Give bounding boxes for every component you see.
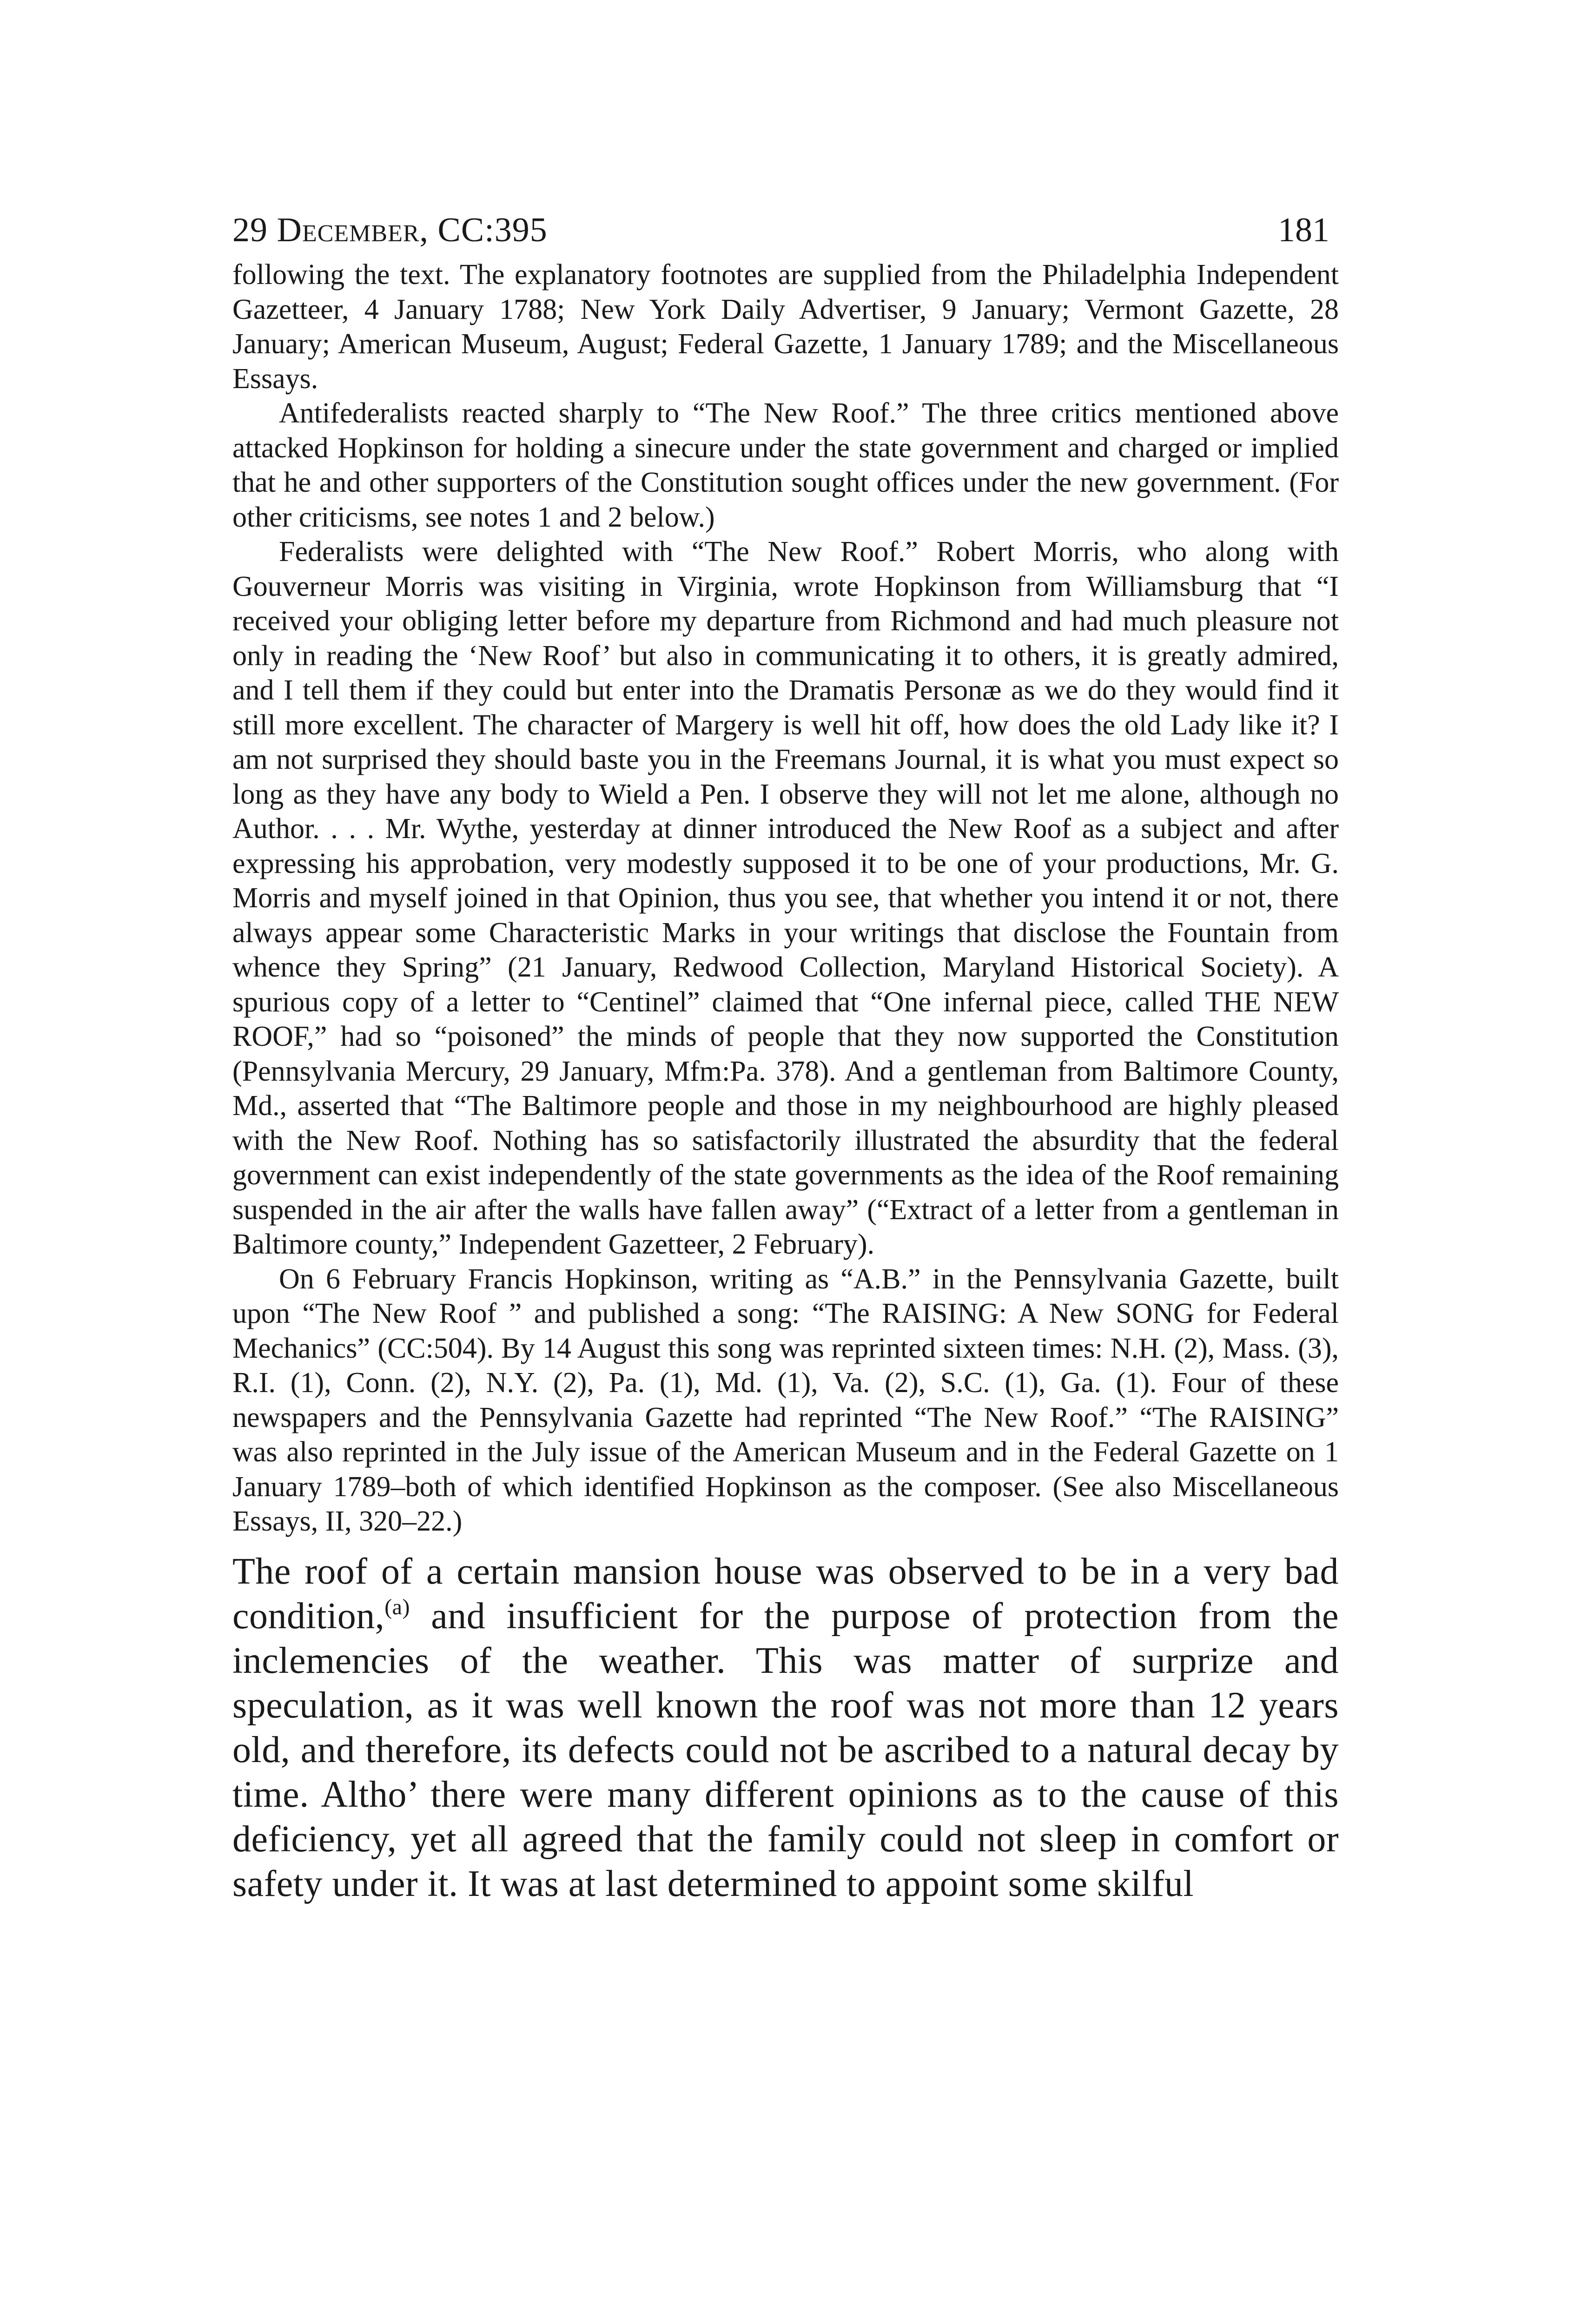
headnote-paragraph-2: Antifederalists reacted sharply to “The New Roof.” The three critics mentioned above attacked Hopkinson for holding a sinecure under the state government and charged or implied that he and other supporters of the Constitution sought offices under the new government. (For other criticisms, see notes 1 and 2 below.)	[232, 397, 1339, 533]
headnote-paragraph-4: On 6 February Francis Hopkinson, writing as “A.B.” in the Pennsylvania Gazette, built upon “The New Roof ” and published a song: “The RAISING: A New SONG for Federal Mechanics” (CC:504). By 14 August this song was reprinted sixteen times: N.H. (2), Mass. (3), R.I. (1), Conn. (2), N.Y. (2), Pa. (1), Md. (1), Va. (2), S.C. (1), Ga. (1). Four of these newspapers and the Pennsylvania Gazette had reprinted “The New Roof.” “The RAISING” was also reprinted in the July issue of the American Museum and in the Federal Gazette on 1 January 1789–both of which identified Hopkinson as the composer. (See also Miscellaneous Essays, II, 320–22.)	[232, 1263, 1339, 1537]
footnote-marker: (a)	[384, 1594, 410, 1619]
page-number: 181	[1278, 211, 1329, 249]
running-head	[232, 205, 1339, 256]
main-text-opening: The roof of a certain mansion house was observed to be in a very bad condition,	[232, 1551, 1339, 1637]
main-text-paragraph	[232, 1549, 1339, 1906]
document-page	[232, 205, 1339, 1906]
headnote-paragraph-1: following the text. The explanatory footnotes are supplied from the Philadelphia Independent Gazetteer, 4 January 1788; New York Daily Advertiser, 9 January; Vermont Gazette, 28 January; American Museum, August; Federal Gazette, 1 January 1789; and the Miscellaneous Essays.	[232, 259, 1339, 395]
editorial-headnote	[232, 257, 1339, 1539]
headnote-paragraph-3: Federalists were delighted with “The New Roof.” Robert Morris, who along with Gouverneur Morris was visiting in Virginia, wrote Hopkinson from Williamsburg that “I received your obliging letter before my departure from Richmond and had much pleasure not only in reading the ‘New Roof’ but also in communicating it to others, it is greatly admired, and I tell them if they could but enter into the Dramatis Personæ as we do they would find it still more excellent. The character of Margery is well hit off, how does the old Lady like it? I am not surprised they should baste you in the Freemans Journal, it is what you must expect so long as they have any body to Wield a Pen. I observe they will not let me alone, although no Author. . . . Mr. Wythe, yesterday at dinner introduced the New Roof as a subject and after expressing his approbation, very modestly supposed it to be one of your productions, Mr. G. Morris and myself joined in that Opinion, thus you see, that whether you intend it or not, there always appear some Characteristic Marks in your writings that disclose the Fountain from whence they Spring” (21 January, Redwood Collection, Maryland Historical Society). A spurious copy of a letter to “Centinel” claimed that “One infernal piece, called THE NEW ROOF,” had so “poisoned” the minds of people that they now supported the Constitution (Pennsylvania Mercury, 29 January, Mfm:Pa. 378). And a gentleman from Baltimore County, Md., asserted that “The Baltimore people and those in my neighbourhood are highly pleased with the New Roof. Nothing has so satisfactorily illustrated the absurdity that the federal government can exist independently of the state governments as the idea of the Roof remaining suspended in the air after the walls have fallen away” (“Extract of a letter from a gentleman in Baltimore county,” Independent Gazetteer, 2 February).	[232, 536, 1339, 1260]
running-head-date: 29 December, CC:395	[232, 211, 548, 249]
main-text-continuation: and insufficient for the purpose of protection from the inclemencies of the weather. This was matter of surprize and speculation, as it was well known the roof was not more than 12 years old, and therefore, its defects could not be ascribed to a natural decay by time. Altho’ there were many different opinions as to the cause of this deficiency, yet all agreed that the family could not sleep in comfort or safety under it. It was at last determined to appoint some skilful	[232, 1595, 1339, 1904]
main-text	[232, 1549, 1339, 1906]
